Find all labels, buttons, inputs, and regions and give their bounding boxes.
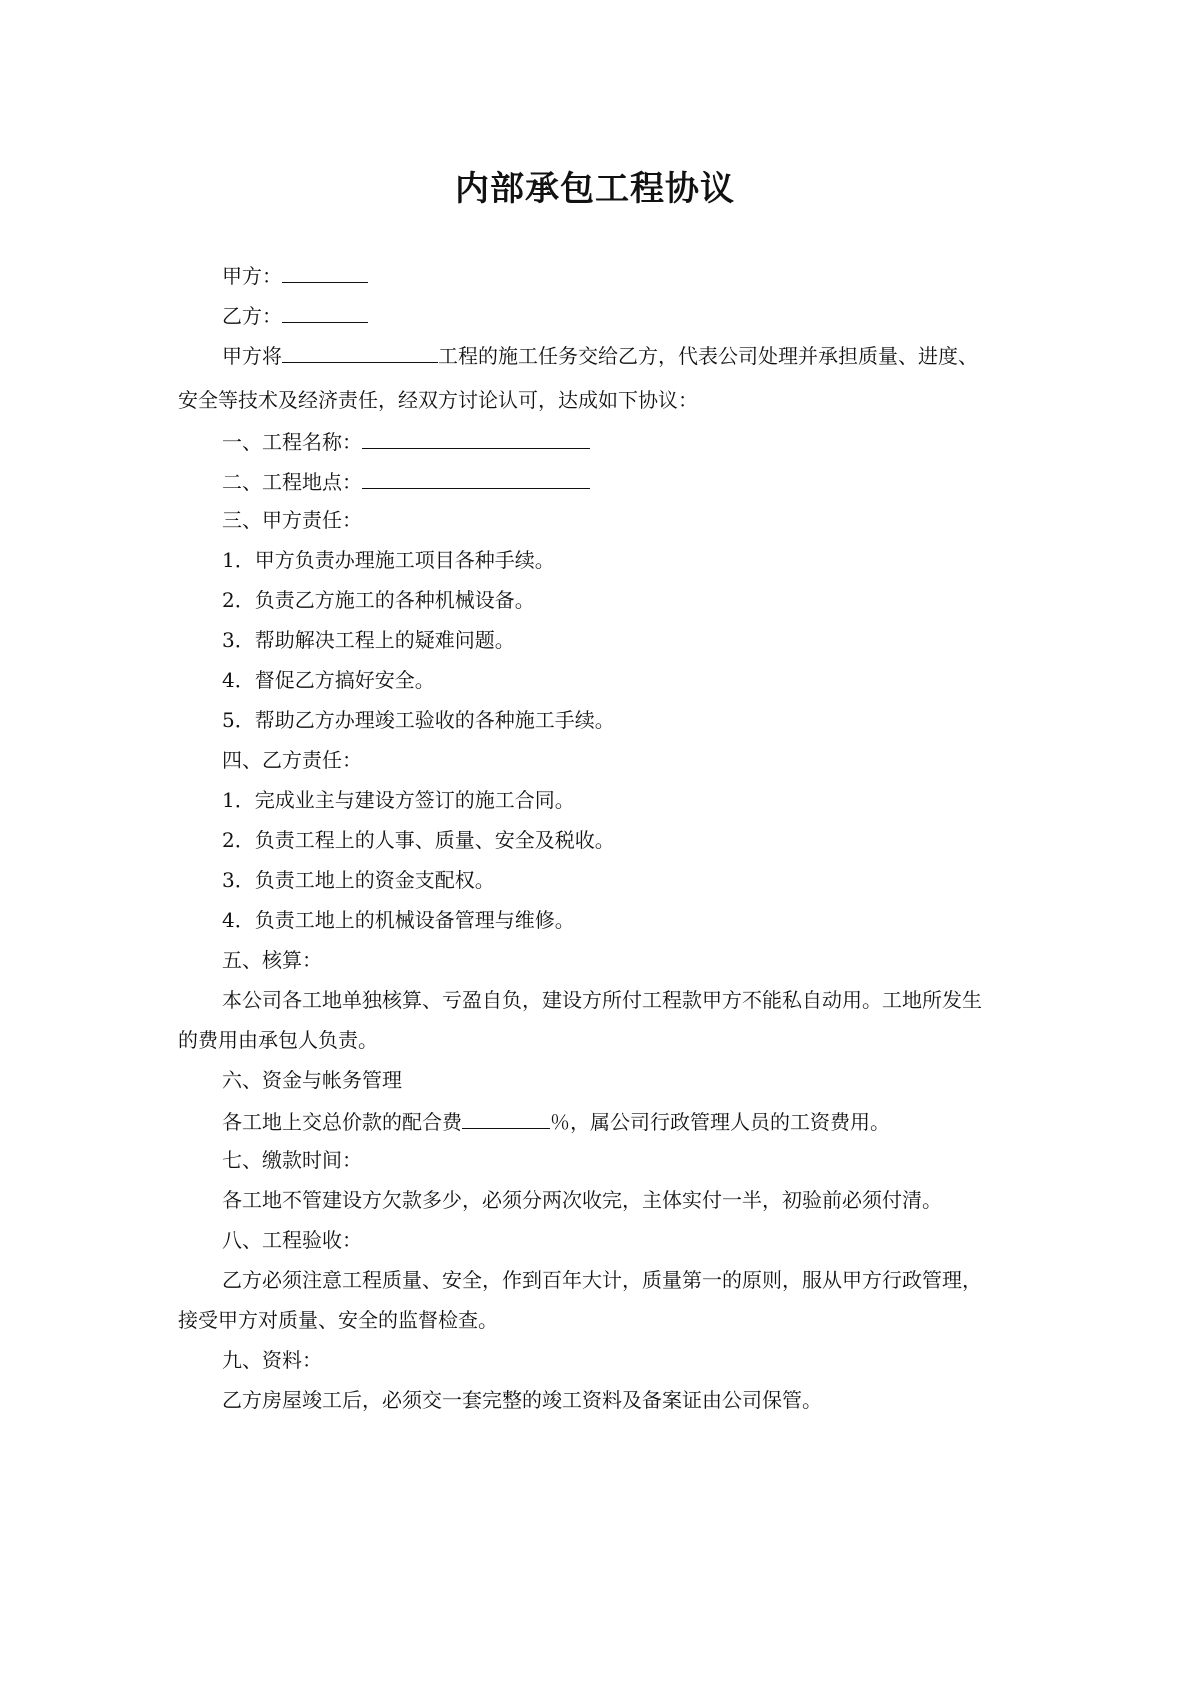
section-5-paragraph-cont: 的费用由承包人负责。: [178, 1028, 378, 1052]
section-8-heading: 八、工程验收：: [222, 1228, 362, 1252]
section-6-line: [222, 1106, 890, 1136]
intro-pre: 甲方将: [222, 344, 282, 368]
section-9-paragraph: 乙方房屋竣工后，必须交一套完整的竣工资料及备案证由公司保管。: [222, 1388, 822, 1412]
document-title: 内部承包工程协议: [455, 169, 735, 209]
intro-post: 工程的施工任务交给乙方，代表公司处理并承担质量、进度、: [438, 344, 978, 368]
section-7-heading: 七、缴款时间：: [222, 1148, 362, 1172]
project-blank: [282, 340, 438, 363]
section-6-post: ％，属公司行政管理人员的工资费用。: [550, 1110, 890, 1134]
section-3-heading: 三、甲方责任：: [222, 508, 362, 532]
list-item: 5．帮助乙方办理竣工验收的各种施工手续。: [222, 708, 615, 732]
list-item: 2．负责工程上的人事、质量、安全及税收。: [222, 828, 615, 852]
list-item: 4．督促乙方搞好安全。: [222, 668, 435, 692]
section-5-paragraph: 本公司各工地单独核算、亏盈自负，建设方所付工程款甲方不能私自动用。工地所发生: [222, 988, 982, 1012]
party-a-label: 甲方：: [222, 264, 282, 288]
list-item: 3．负责工地上的资金支配权。: [222, 868, 495, 892]
section-6-heading: 六、资金与帐务管理: [222, 1068, 402, 1092]
project-location-blank: [362, 466, 590, 489]
intro-continuation: 安全等技术及经济责任，经双方讨论认可，达成如下协议：: [178, 388, 698, 412]
section-5-heading: 五、核算：: [222, 948, 322, 972]
party-a-line: [222, 260, 368, 290]
section-2-line: [222, 466, 590, 496]
fee-percent-blank: [462, 1106, 550, 1129]
section-1-heading: 一、工程名称：: [222, 430, 362, 454]
list-item: 2．负责乙方施工的各种机械设备。: [222, 588, 535, 612]
section-8-paragraph: 乙方必须注意工程质量、安全，作到百年大计，质量第一的原则，服从甲方行政管理，: [222, 1268, 982, 1292]
party-a-blank: [282, 260, 368, 283]
section-9-heading: 九、资料：: [222, 1348, 322, 1372]
party-b-line: [222, 300, 368, 330]
section-4-heading: 四、乙方责任：: [222, 748, 362, 772]
section-8-paragraph-cont: 接受甲方对质量、安全的监督检查。: [178, 1308, 498, 1332]
section-1-line: [222, 426, 590, 456]
list-item: 3．帮助解决工程上的疑难问题。: [222, 628, 515, 652]
section-7-paragraph: 各工地不管建设方欠款多少，必须分两次收完，主体实付一半，初验前必须付清。: [222, 1188, 942, 1212]
section-6-pre: 各工地上交总价款的配合费: [222, 1110, 462, 1134]
project-name-blank: [362, 426, 590, 449]
list-item: 1．甲方负责办理施工项目各种手续。: [222, 548, 555, 572]
section-2-heading: 二、工程地点：: [222, 470, 362, 494]
list-item: 1．完成业主与建设方签订的施工合同。: [222, 788, 575, 812]
intro-line: [222, 340, 978, 370]
party-b-blank: [282, 300, 368, 323]
list-item: 4．负责工地上的机械设备管理与维修。: [222, 908, 575, 932]
party-b-label: 乙方：: [222, 304, 282, 328]
